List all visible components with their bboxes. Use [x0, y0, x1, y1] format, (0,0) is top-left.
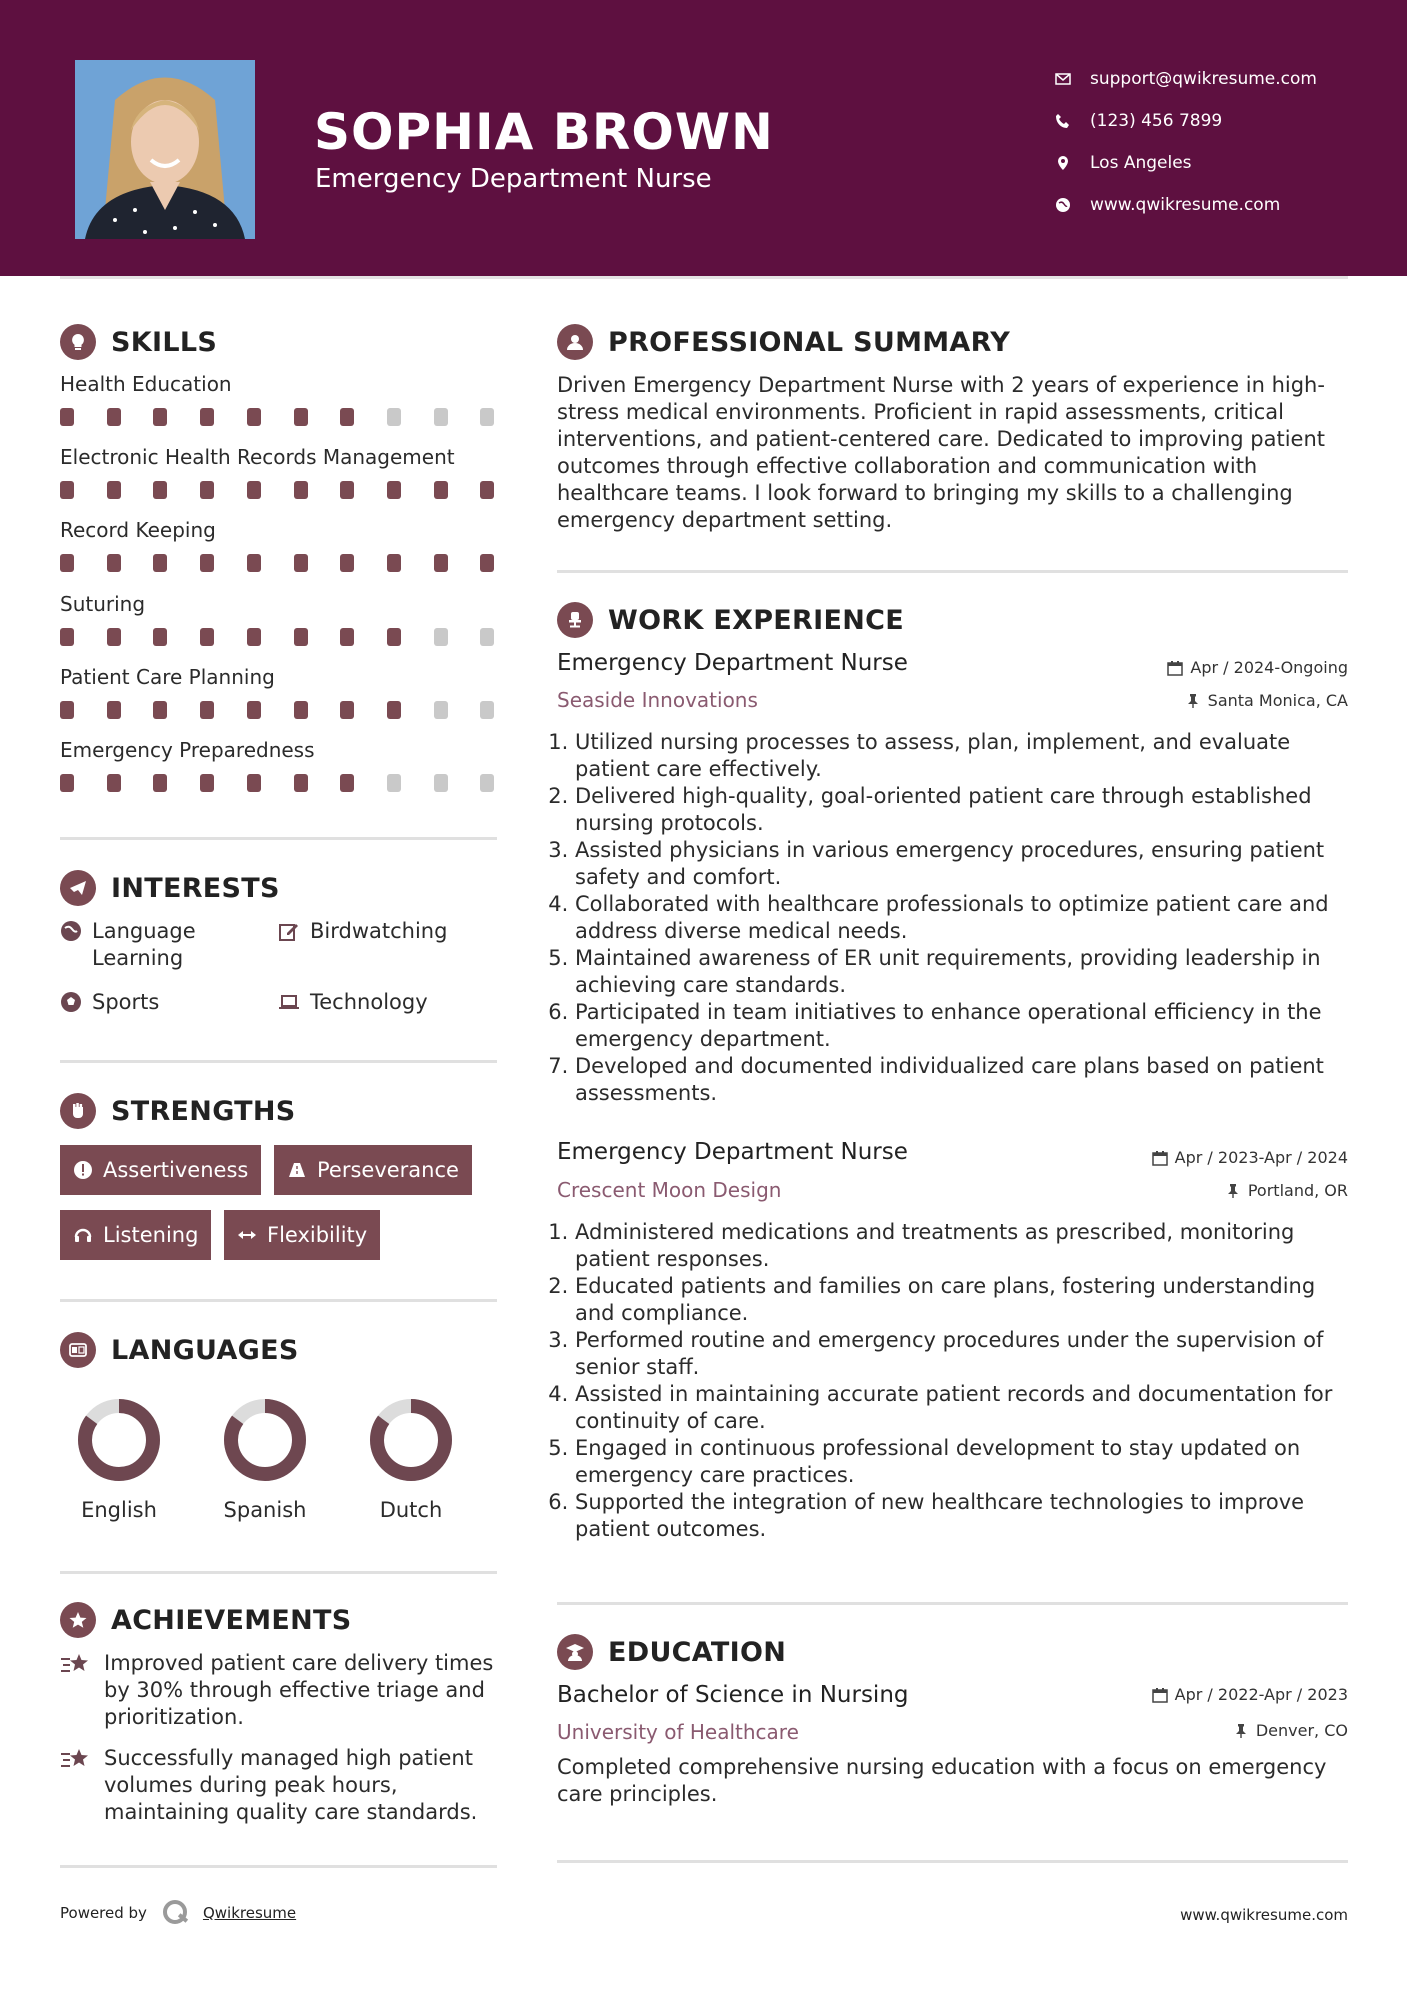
- skill-name: Health Education: [60, 372, 232, 396]
- bullet-item: 4. Assisted in maintaining accurate patient records and documentation for continuity of care.: [575, 1381, 1347, 1435]
- section-divider: [557, 1860, 1348, 1863]
- globe-icon: [60, 920, 82, 942]
- map-pin-icon: [1055, 155, 1090, 171]
- globe-icon: [1055, 197, 1090, 213]
- skill-dot-filled: [247, 554, 261, 572]
- bullet-item: 1. Administered medications and treatments as prescribed, monitoring patient responses.: [575, 1219, 1347, 1273]
- skill-dot-filled: [340, 554, 354, 572]
- skill-dot-filled: [153, 774, 167, 792]
- fist-icon: [60, 1093, 96, 1129]
- language-proficiency-ring: [74, 1395, 164, 1485]
- achievement-item: Successfully managed high patient volumes during peak hours, maintaining quality care standards.: [60, 1745, 500, 1826]
- section-divider: [60, 1299, 497, 1302]
- envelope-icon: [1055, 71, 1090, 87]
- skill-dot-empty: [434, 701, 448, 719]
- skill-dot-filled: [247, 628, 261, 646]
- strength-chip: Flexibility: [224, 1210, 380, 1260]
- language-label: Dutch: [379, 1498, 443, 1522]
- pushpin-icon: [1185, 693, 1201, 709]
- skill-dot-filled: [200, 701, 214, 719]
- bullet-item: 6. Participated in team initiatives to enhance operational efficiency in the emergency department.: [575, 999, 1347, 1053]
- user-icon: [557, 324, 593, 360]
- calendar-icon: [1152, 1150, 1168, 1166]
- pushpin-icon: [1233, 1723, 1249, 1739]
- skill-dot-filled: [107, 481, 121, 499]
- footer-website[interactable]: www.qwikresume.com: [1180, 1906, 1348, 1924]
- interest-item: Technology: [278, 989, 428, 1016]
- language-label: Spanish: [223, 1498, 307, 1522]
- section-divider: [60, 1865, 497, 1868]
- skill-dot-filled: [60, 408, 74, 426]
- road-icon: [287, 1160, 307, 1180]
- skill-rating: [60, 701, 500, 721]
- skill-dot-filled: [107, 774, 121, 792]
- bullet-item: 7. Developed and documented individualized care plans based on patient assessments.: [575, 1053, 1347, 1107]
- soccer-ball-icon: [60, 991, 82, 1013]
- skill-dot-filled: [107, 701, 121, 719]
- skill-dot-filled: [60, 481, 74, 499]
- summary-heading: PROFESSIONAL SUMMARY: [557, 324, 1010, 360]
- degree-title: Bachelor of Science in Nursing: [557, 1682, 909, 1708]
- skill-dot-filled: [60, 774, 74, 792]
- skill-dot-empty: [480, 701, 494, 719]
- interests-heading: INTERESTS: [60, 870, 280, 906]
- skill-dot-filled: [294, 701, 308, 719]
- interest-item: Birdwatching: [278, 918, 447, 945]
- achievement-item: Improved patient care delivery times by 30% through effective triage and prioritization.: [60, 1650, 500, 1731]
- skill-name: Record Keeping: [60, 518, 216, 542]
- candidate-title: Emergency Department Nurse: [315, 164, 712, 194]
- shooting-star-icon: [60, 1747, 90, 1773]
- skill-name: Suturing: [60, 592, 146, 616]
- skill-dot-filled: [387, 701, 401, 719]
- skill-dot-empty: [387, 408, 401, 426]
- job-bullets: [557, 1219, 1347, 1543]
- bullet-item: 5. Engaged in continuous professional development to stay updated on emergency care practices.: [575, 1435, 1347, 1489]
- skill-dot-filled: [153, 408, 167, 426]
- skill-dot-filled: [480, 481, 494, 499]
- company-name: Crescent Moon Design: [557, 1178, 782, 1202]
- edit-icon: [278, 920, 300, 942]
- strength-chip: Perseverance: [274, 1145, 472, 1195]
- skill-rating: [60, 554, 500, 574]
- skill-dot-filled: [340, 774, 354, 792]
- strength-chip: Assertiveness: [60, 1145, 261, 1195]
- contact-block: [1055, 58, 1385, 226]
- skill-name: Patient Care Planning: [60, 665, 275, 689]
- bullet-item: 3. Assisted physicians in various emergency procedures, ensuring patient safety and comfort.: [575, 837, 1347, 891]
- company-name: Seaside Innovations: [557, 688, 758, 712]
- skill-dot-filled: [294, 408, 308, 426]
- skill-rating: [60, 408, 500, 428]
- skill-dot-filled: [200, 481, 214, 499]
- contact-location: Los Angeles: [1055, 142, 1385, 184]
- office-chair-icon: [557, 602, 593, 638]
- skill-dot-empty: [480, 408, 494, 426]
- skill-dot-filled: [340, 628, 354, 646]
- bullet-item: 3. Performed routine and emergency procedures under the supervision of senior staff.: [575, 1327, 1347, 1381]
- skill-dot-filled: [107, 554, 121, 572]
- skill-dot-filled: [107, 628, 121, 646]
- achievements-heading: ACHIEVEMENTS: [60, 1602, 352, 1638]
- skill-dot-filled: [60, 701, 74, 719]
- skill-dot-filled: [247, 408, 261, 426]
- skill-rating: [60, 481, 500, 501]
- skill-dot-empty: [434, 774, 448, 792]
- bullet-item: 6. Supported the integration of new healthcare technologies to improve patient outcomes.: [575, 1489, 1347, 1543]
- skill-dot-filled: [387, 554, 401, 572]
- profile-photo-illustration: [75, 60, 255, 239]
- skills-heading: SKILLS: [60, 324, 217, 360]
- contact-email[interactable]: support@qwikresume.com: [1055, 58, 1385, 100]
- job-bullets: [557, 729, 1347, 1107]
- skill-dot-empty: [387, 774, 401, 792]
- skill-dot-filled: [153, 481, 167, 499]
- education-location: Denver, CO: [1233, 1721, 1348, 1740]
- skill-dot-filled: [294, 554, 308, 572]
- languages-heading: LANGUAGES: [60, 1332, 299, 1368]
- skill-name: Emergency Preparedness: [60, 738, 315, 762]
- skill-dot-filled: [387, 481, 401, 499]
- skill-dot-filled: [200, 774, 214, 792]
- interest-item: Language Learning: [60, 918, 260, 972]
- skill-dot-filled: [153, 554, 167, 572]
- calendar-icon: [1152, 1687, 1168, 1703]
- qwikresume-logo-icon: [161, 1898, 191, 1928]
- skill-rating: [60, 774, 500, 794]
- bullet-item: 2. Delivered high-quality, goal-oriented patient care through established nursing protocols.: [575, 783, 1347, 837]
- calendar-icon: [1167, 660, 1183, 676]
- job-title: Emergency Department Nurse: [557, 1139, 908, 1165]
- skill-dot-filled: [340, 481, 354, 499]
- skill-rating: [60, 628, 500, 648]
- school-name: University of Healthcare: [557, 1720, 799, 1744]
- skill-dot-filled: [200, 408, 214, 426]
- skill-dot-filled: [387, 628, 401, 646]
- shooting-star-icon: [60, 1652, 90, 1678]
- paper-plane-icon: [60, 870, 96, 906]
- headphones-icon: [73, 1225, 93, 1245]
- skill-dot-filled: [153, 628, 167, 646]
- footer-powered-by: Powered by Qwikresume: [60, 1898, 296, 1928]
- language-proficiency-ring: [366, 1395, 456, 1485]
- language-icon: [60, 1332, 96, 1368]
- skill-dot-filled: [294, 628, 308, 646]
- phone-icon: [1055, 113, 1090, 129]
- summary-text: Driven Emergency Department Nurse with 2 years of experience in high-stress medical environments. Proficient in rapid assessments, critical interventions, and patient-centered care. Dedicated to improving patient outcomes through effective collaboration and communication with healthcare teams. I look forward to bringing my skills to a challenging emergency department setting.: [557, 373, 1326, 532]
- interest-item: Sports: [60, 989, 159, 1016]
- skill-dot-filled: [340, 701, 354, 719]
- skill-dot-empty: [480, 628, 494, 646]
- laptop-icon: [278, 991, 300, 1013]
- strengths-heading: STRENGTHS: [60, 1093, 296, 1129]
- skill-dot-filled: [247, 774, 261, 792]
- education-dates: Apr / 2022-Apr / 2023: [1152, 1685, 1348, 1704]
- bullet-item: 2. Educated patients and families on care plans, fostering understanding and compliance.: [575, 1273, 1347, 1327]
- section-divider: [557, 570, 1348, 573]
- skill-dot-filled: [153, 701, 167, 719]
- skill-dot-filled: [434, 554, 448, 572]
- star-badge-icon: [60, 1602, 96, 1638]
- skill-dot-empty: [434, 628, 448, 646]
- skill-dot-filled: [60, 554, 74, 572]
- education-heading: EDUCATION: [557, 1634, 786, 1670]
- skill-dot-filled: [480, 554, 494, 572]
- section-divider: [557, 1602, 1348, 1605]
- strength-chip: Listening: [60, 1210, 211, 1260]
- skill-dot-filled: [60, 628, 74, 646]
- skill-dot-filled: [107, 408, 121, 426]
- job-location: Santa Monica, CA: [1185, 691, 1348, 710]
- experience-heading: WORK EXPERIENCE: [557, 602, 904, 638]
- section-divider: [60, 1060, 497, 1063]
- job-title: Emergency Department Nurse: [557, 650, 908, 676]
- skill-name: Electronic Health Records Management: [60, 445, 455, 469]
- skill-dot-filled: [294, 774, 308, 792]
- skill-dot-filled: [247, 701, 261, 719]
- pushpin-icon: [1225, 1183, 1241, 1199]
- skill-dot-filled: [434, 481, 448, 499]
- qwikresume-link[interactable]: Qwikresume: [202, 1904, 297, 1922]
- candidate-name: SOPHIA BROWN: [314, 103, 774, 161]
- bullet-item: 1. Utilized nursing processes to assess, plan, implement, and evaluate patient care effectively.: [575, 729, 1347, 783]
- job-dates: Apr / 2023-Apr / 2024: [1152, 1148, 1348, 1167]
- language-label: English: [81, 1498, 157, 1522]
- resume-header: [0, 0, 1407, 276]
- exclamation-icon: [73, 1160, 93, 1180]
- section-divider: [60, 837, 497, 840]
- skill-dot-filled: [200, 554, 214, 572]
- skill-dot-empty: [480, 774, 494, 792]
- job-location: Portland, OR: [1225, 1181, 1348, 1200]
- lightbulb-icon: [60, 324, 96, 360]
- arrows-horizontal-icon: [237, 1225, 257, 1245]
- section-divider: [60, 1571, 497, 1574]
- skill-dot-empty: [434, 408, 448, 426]
- graduate-icon: [557, 1634, 593, 1670]
- bullet-item: 4. Collaborated with healthcare professionals to optimize patient care and address diverse medical needs.: [575, 891, 1347, 945]
- job-dates: Apr / 2024-Ongoing: [1167, 658, 1348, 677]
- profile-photo: [75, 60, 255, 239]
- skill-dot-filled: [340, 408, 354, 426]
- language-proficiency-ring: [220, 1395, 310, 1485]
- skill-dot-filled: [247, 481, 261, 499]
- header-divider: [60, 276, 1348, 279]
- education-description: Completed comprehensive nursing education with a focus on emergency care principles.: [557, 1755, 1327, 1806]
- skill-dot-filled: [200, 628, 214, 646]
- contact-phone[interactable]: (123) 456 7899: [1055, 100, 1385, 142]
- bullet-item: 5. Maintained awareness of ER unit requirements, providing leadership in achieving care standards.: [575, 945, 1347, 999]
- skill-dot-filled: [294, 481, 308, 499]
- contact-website[interactable]: www.qwikresume.com: [1055, 184, 1385, 226]
